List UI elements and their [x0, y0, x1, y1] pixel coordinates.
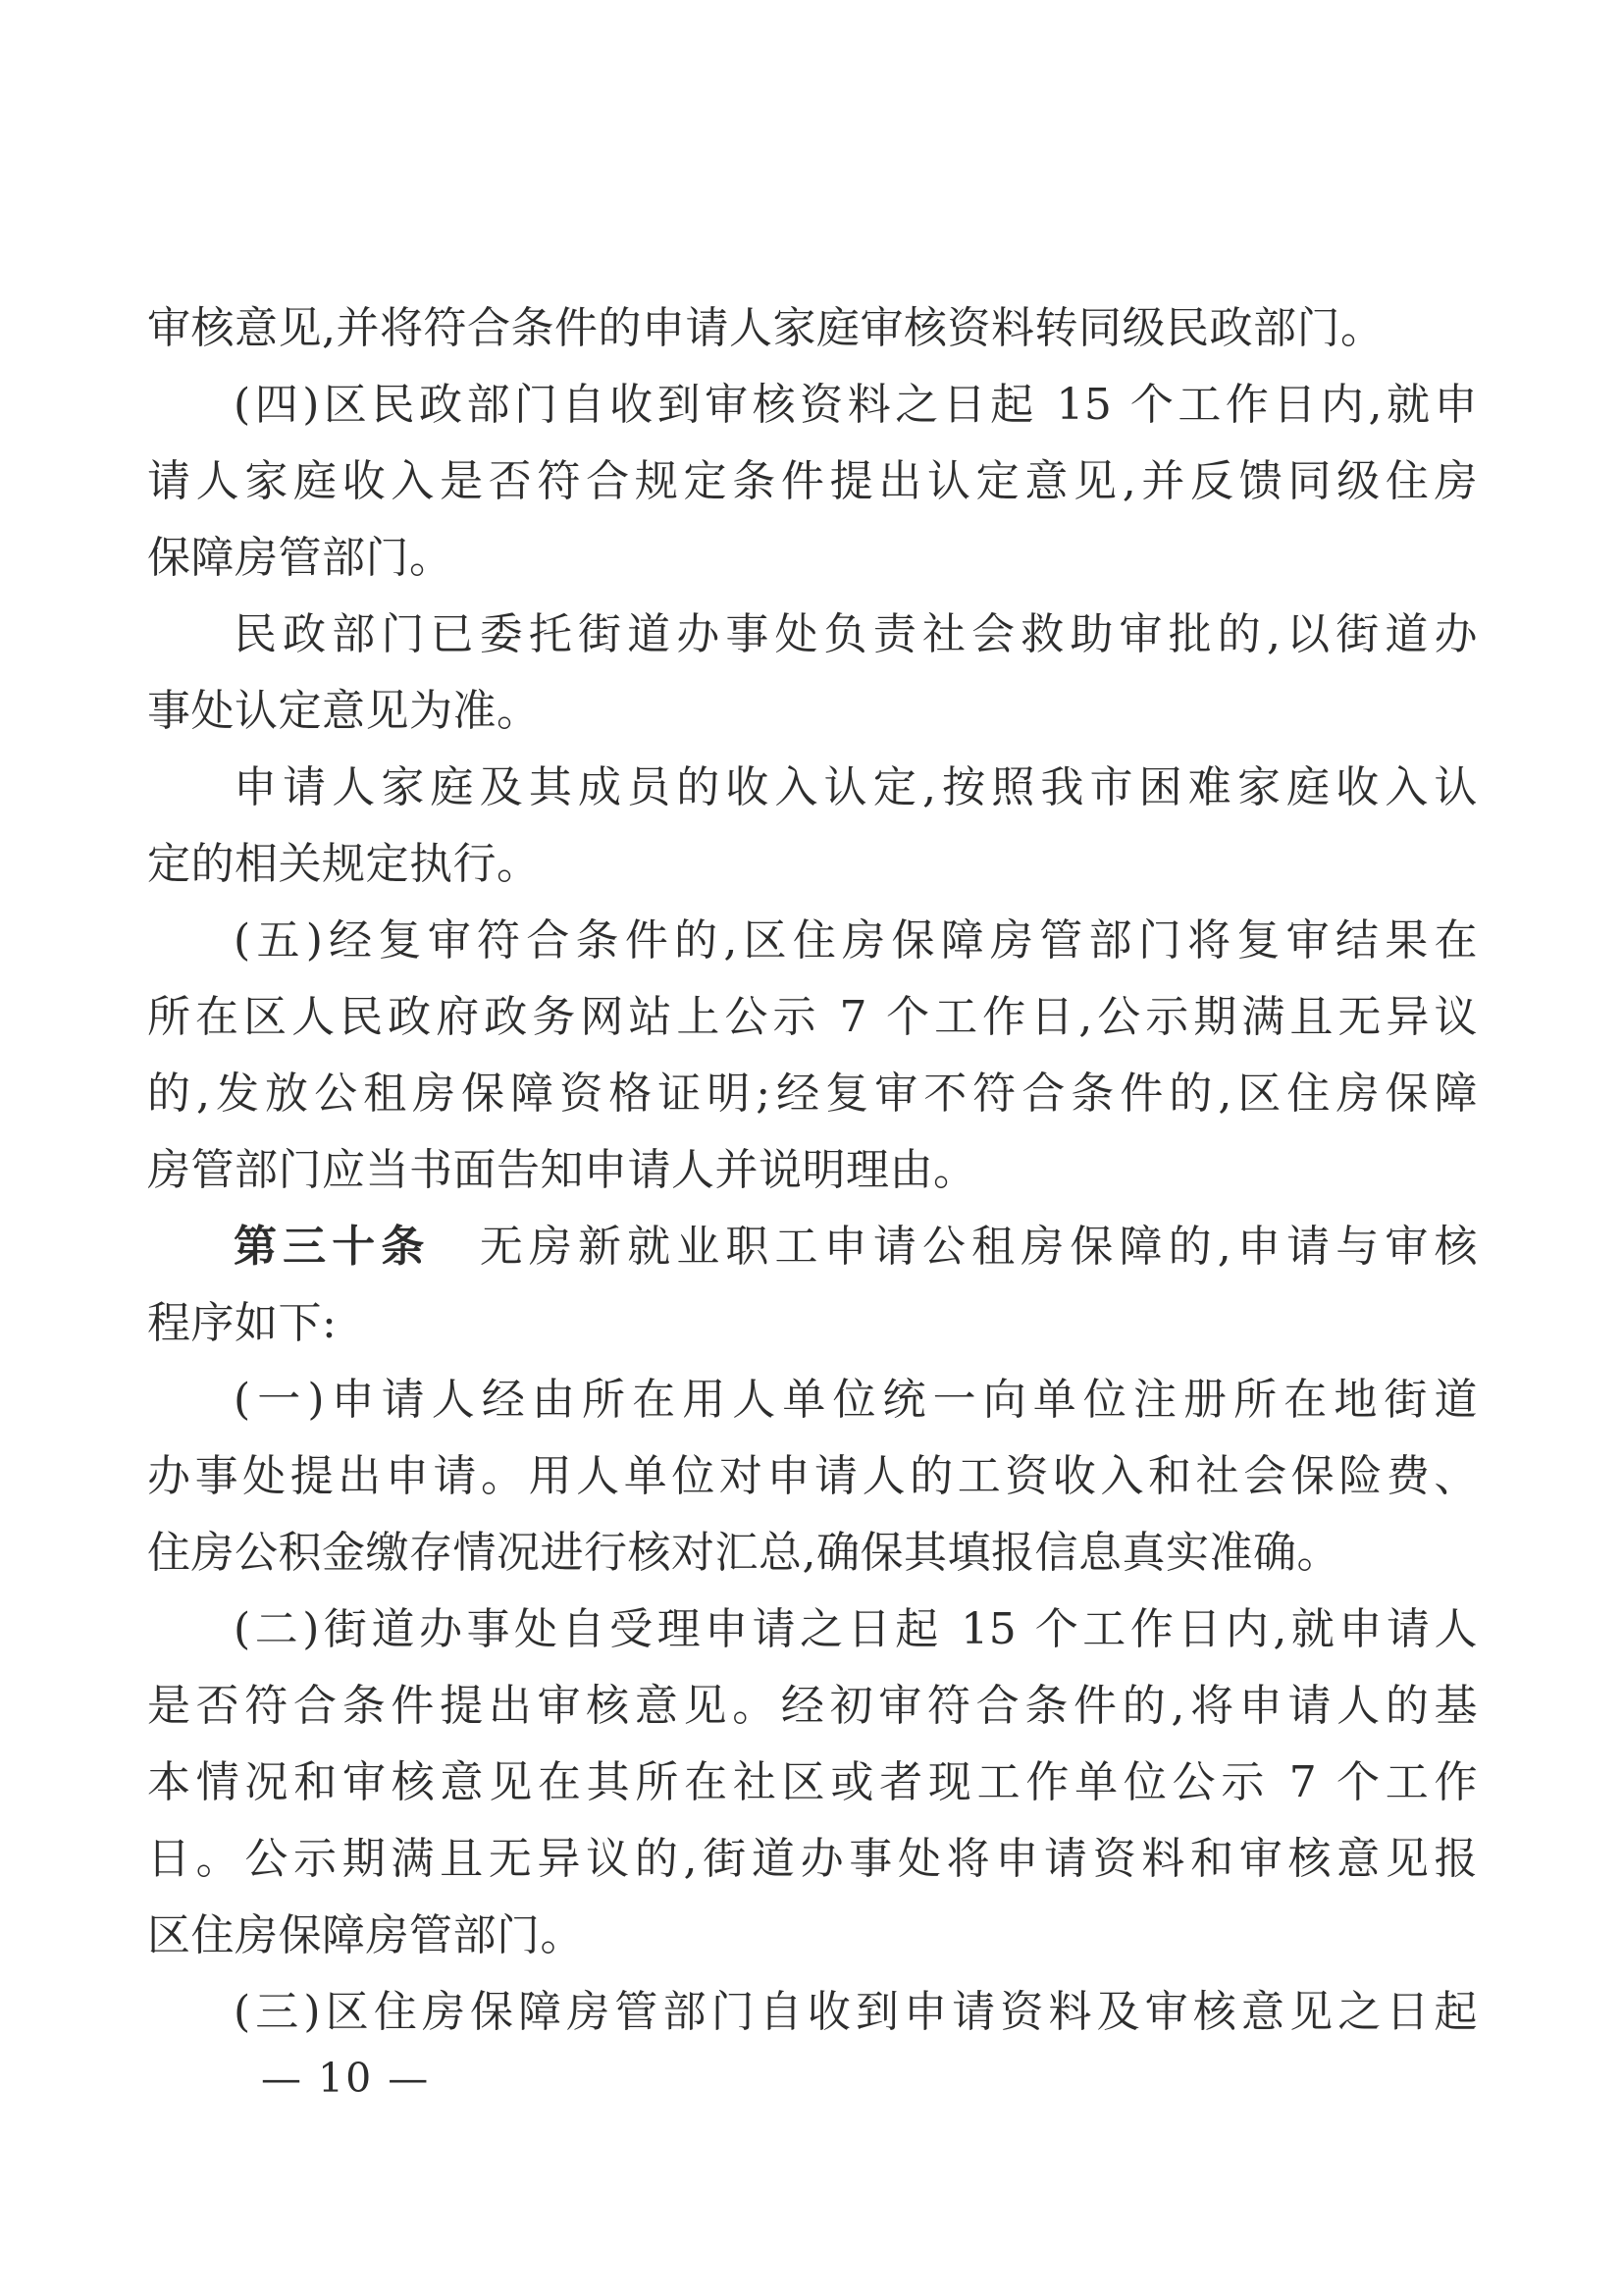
text-line: [147, 1209, 1478, 1285]
paragraph: [147, 367, 1478, 597]
text-line: 请人家庭收入是否符合规定条件提出认定意见,并反馈同级住房: [147, 456, 1478, 506]
text-line: 的,发放公租房保障资格证明;经复审不符合条件的,区住房保障: [147, 1069, 1478, 1119]
text-line: 所在区人民政府政务网站上公示 7 个工作日,公示期满且无异议: [147, 992, 1478, 1042]
paragraph: [147, 1974, 1478, 2051]
text-line: 审核意见,并将符合条件的申请人家庭审核资料转同级民政部门。: [147, 303, 1385, 353]
text-line: (三)区住房保障房管部门自收到申请资料及审核意见之日起: [234, 1987, 1478, 2037]
text-line: 房管部门应当书面告知申请人并说明理由。: [147, 1145, 977, 1195]
paragraph: [147, 1362, 1478, 1592]
text-line: 申请人家庭及其成员的收入认定,按照我市困难家庭收入认: [234, 762, 1478, 812]
text-line: (二)街道办事处自受理申请之日起 15 个工作日内,就申请人: [234, 1604, 1478, 1654]
paragraph: [147, 1592, 1478, 1974]
text-line: 区住房保障房管部门。: [147, 1910, 584, 1960]
text-line: (四)区民政部门自收到审核资料之日起 15 个工作日内,就申: [234, 380, 1478, 430]
paragraph: [147, 290, 1478, 367]
text-line: 住房公积金缴存情况进行核对汇总,确保其填报信息真实准确。: [147, 1528, 1340, 1578]
text-line: 事处认定意见为准。: [147, 686, 541, 736]
paragraph: [147, 1209, 1478, 1362]
paragraph: [147, 903, 1478, 1209]
text-line: 民政部门已委托街道办事处负责社会救助审批的,以街道办: [234, 609, 1478, 659]
text-run: 无房新就业职工申请公租房保障的,申请与审核: [430, 1222, 1478, 1272]
text-line: 是否符合条件提出审核意见。经初审符合条件的,将申请人的基: [147, 1681, 1478, 1731]
text-line: 办事处提出申请。用人单位对申请人的工资收入和社会保险费、: [147, 1451, 1478, 1501]
text-line: (一)申请人经由所在用人单位统一向单位注册所在地街道: [234, 1375, 1478, 1425]
text-line: 程序如下:: [147, 1298, 338, 1348]
text-line: 日。公示期满且无异议的,街道办事处将申请资料和审核意见报: [147, 1834, 1478, 1884]
paragraph: [147, 750, 1478, 903]
paragraph: [147, 597, 1478, 750]
text-line: 定的相关规定执行。: [147, 839, 541, 889]
document-body: [147, 290, 1478, 2051]
text-line: 本情况和审核意见在其所在社区或者现工作单位公示 7 个工作: [147, 1757, 1478, 1807]
text-line: (五)经复审符合条件的,区住房保障房管部门将复审结果在: [234, 915, 1478, 965]
article-number: 第三十条: [234, 1222, 431, 1272]
text-line: 保障房管部门。: [147, 533, 453, 583]
page-number: — 10 —: [261, 2055, 431, 2102]
